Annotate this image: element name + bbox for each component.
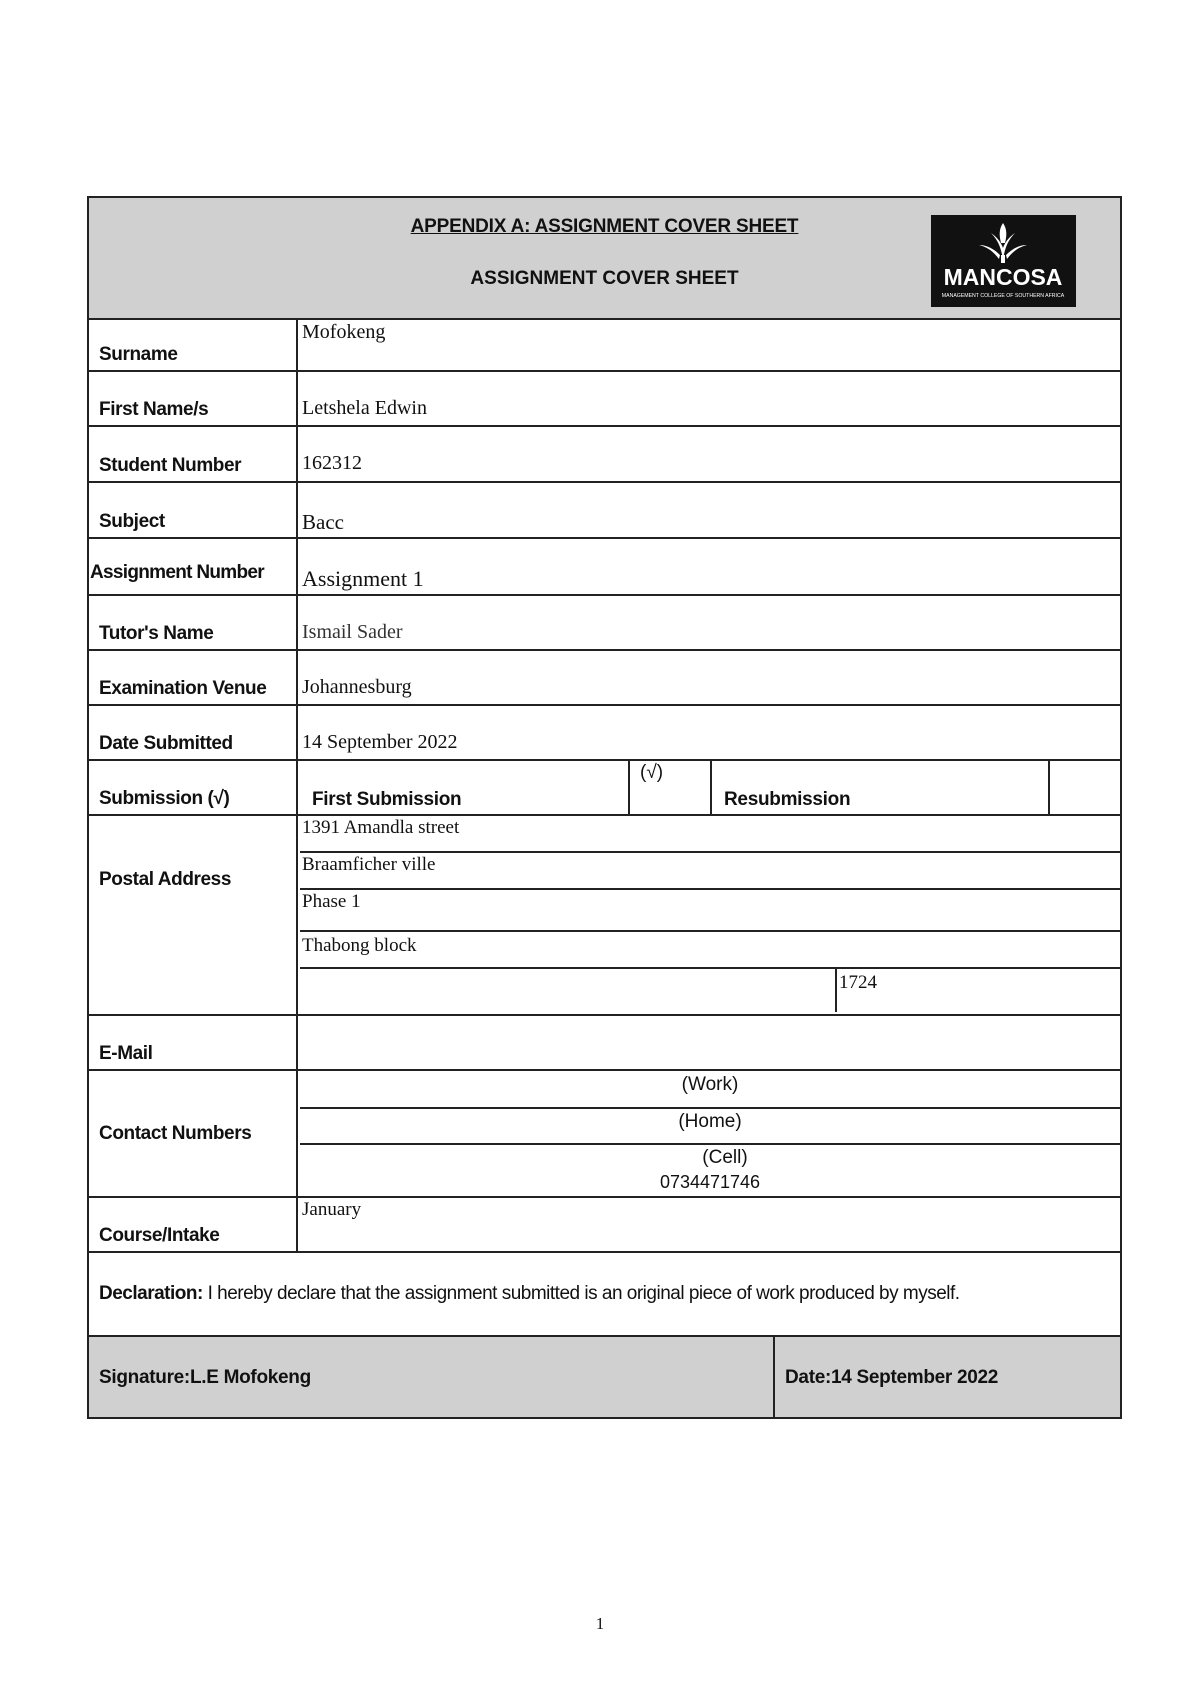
email-row: [89, 1016, 1120, 1071]
signature-cell: [89, 1337, 775, 1417]
postal-code-divider: [835, 969, 837, 1012]
logo-wordmark: MANCOSA: [943, 264, 1063, 290]
postal-code-line: [300, 969, 1120, 1012]
contact-home-line: [300, 1109, 1120, 1145]
postal-code: 1724: [839, 972, 877, 993]
student-number-label: Student Number: [99, 455, 242, 476]
first-submission-label: First Submission: [312, 789, 462, 810]
postal-line-4: [300, 932, 1120, 969]
contact-cell-line: [300, 1145, 1120, 1196]
email-label: E-Mail: [99, 1043, 153, 1064]
date-text: Date:14 September 2022: [785, 1367, 999, 1388]
cover-sheet-subtitle: ASSIGNMENT COVER SHEET: [470, 268, 739, 289]
student-number-row: [89, 427, 1120, 483]
postal-address-row: [89, 816, 1120, 1016]
submission-row: [89, 761, 1120, 816]
assignment-number-value: Assignment 1: [302, 566, 424, 591]
postal-line-2: [300, 853, 1120, 890]
course-intake-label: Course/Intake: [99, 1225, 220, 1246]
resubmission-check-cell[interactable]: [1050, 761, 1120, 814]
subject-row: [89, 483, 1120, 539]
assignment-number-label: Assignment Number: [90, 562, 264, 583]
surname-row: [89, 320, 1120, 372]
exam-venue-label: Examination Venue: [99, 678, 267, 699]
contact-cell-number: 0734471746: [659, 1172, 761, 1192]
date-cell: [775, 1337, 1120, 1417]
date-submitted-row: [89, 706, 1120, 761]
mancosa-logo-graphic: [931, 215, 1076, 307]
submission-check-cell[interactable]: [630, 761, 712, 814]
first-name-label: First Name/s: [99, 399, 209, 420]
declaration-label: Declaration:: [99, 1283, 203, 1304]
cover-sheet-table: [87, 196, 1122, 1419]
declaration-body: I hereby declare that the assignment submitted is an original piece of work produced by myself.: [202, 1283, 960, 1304]
contact-cell-label: (Cell): [702, 1147, 748, 1168]
signature-row: [89, 1337, 1120, 1417]
first-name-row: [89, 372, 1120, 427]
email-value[interactable]: [300, 1016, 1120, 1069]
appendix-title: APPENDIX A: ASSIGNMENT COVER SHEET: [410, 216, 799, 237]
surname-label: Surname: [99, 344, 178, 365]
page-number: 1: [595, 1614, 605, 1633]
postal-line-1: [300, 816, 1120, 853]
cover-sheet-header: [89, 198, 1120, 320]
submission-label: Submission (√): [99, 788, 230, 809]
postal-line-3: [300, 890, 1120, 932]
contact-home-label: (Home): [678, 1111, 742, 1132]
postal-line-4-text: Thabong block: [302, 935, 417, 956]
assignment-number-row: [89, 539, 1120, 596]
course-intake-row: [89, 1198, 1120, 1253]
mancosa-logo: [929, 213, 1078, 309]
signature-text: Signature:L.E Mofokeng: [99, 1367, 311, 1388]
date-submitted-label: Date Submitted: [99, 733, 233, 754]
contact-work-line: [300, 1071, 1120, 1109]
surname-value: Mofokeng: [302, 321, 386, 343]
exam-venue-value: Johannesburg: [302, 676, 412, 698]
subject-value: Bacc: [302, 510, 344, 534]
resubmission-label: Resubmission: [724, 789, 851, 810]
postal-line-2-text: Braamficher ville: [302, 854, 436, 875]
logo-tagline: MANAGEMENT COLLEGE OF SOUTHERN AFRICA: [941, 293, 1065, 299]
declaration-row: [89, 1253, 1120, 1337]
student-number-value: 162312: [302, 452, 362, 474]
first-submission-cell: [300, 761, 630, 814]
resubmission-cell: [712, 761, 1050, 814]
postal-address-label: Postal Address: [99, 869, 232, 890]
course-intake-value: January: [302, 1199, 362, 1220]
first-name-value: Letshela Edwin: [302, 397, 427, 419]
tutor-name-label: Tutor's Name: [99, 623, 214, 644]
contact-numbers-row: [89, 1071, 1120, 1198]
declaration-text: [99, 1283, 960, 1305]
contact-numbers-label: Contact Numbers: [99, 1122, 252, 1144]
exam-venue-row: [89, 651, 1120, 706]
tutor-name-value: Ismail Sader: [302, 621, 403, 643]
postal-line-1-text: 1391 Amandla street: [302, 817, 460, 838]
postal-line-3-text: Phase 1: [302, 891, 361, 912]
subject-label: Subject: [99, 511, 165, 532]
submission-check-mark: (√): [640, 762, 664, 783]
date-submitted-value: 14 September 2022: [302, 731, 458, 753]
tutor-name-row: [89, 596, 1120, 651]
contact-work-label: (Work): [681, 1074, 739, 1095]
